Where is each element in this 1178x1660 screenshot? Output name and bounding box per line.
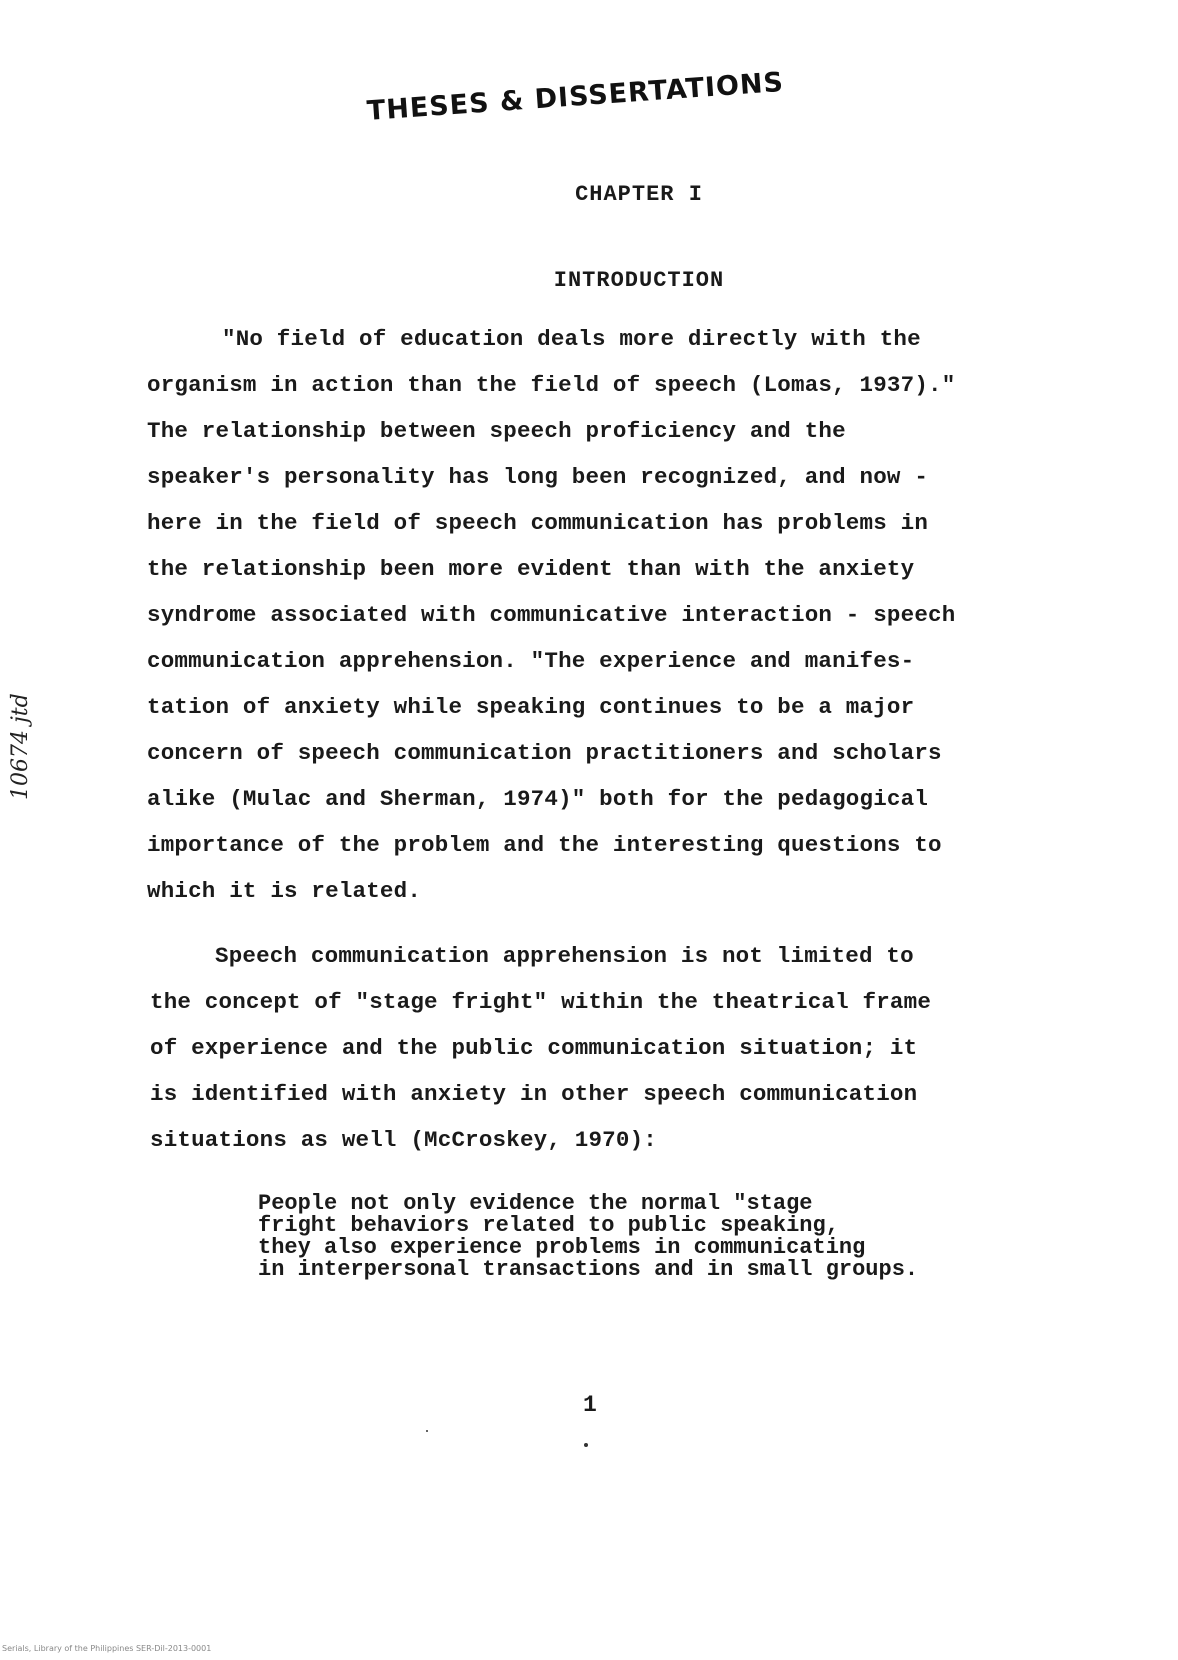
text-line: organism in action than the field of speech (Lomas, 1937)." — [147, 372, 956, 398]
text-line: the concept of "stage fright" within the theatrical frame — [150, 989, 932, 1015]
text-line: The relationship between speech proficiency and the — [147, 418, 846, 444]
text-line: here in the field of speech communication has problems in — [147, 510, 929, 536]
text-line: is identified with anxiety in other speech communication — [150, 1081, 918, 1107]
scan-speck — [426, 1430, 428, 1432]
text-line: communication apprehension. "The experience and manifes- — [147, 648, 915, 674]
text-line: importance of the problem and the interesting questions to — [147, 832, 942, 858]
scan-speck — [584, 1443, 588, 1447]
text-line: speaker's personality has long been recognized, and now - — [147, 464, 929, 490]
page-number: 1 — [583, 1392, 597, 1418]
text-line: alike (Mulac and Sherman, 1974)" both for the pedagogical — [147, 786, 929, 812]
quote-line: People not only evidence the normal "stage — [258, 1191, 813, 1216]
text-line: the relationship been more evident than with the anxiety — [147, 556, 915, 582]
section-heading: INTRODUCTION — [553, 268, 725, 293]
chapter-heading: CHAPTER I — [575, 182, 703, 207]
quote-line: fright behaviors related to public speaking, — [258, 1213, 839, 1238]
quote-line: in interpersonal transactions and in small groups. — [258, 1257, 919, 1282]
text-line: which it is related. — [147, 878, 422, 904]
text-line: situations as well (McCroskey, 1970): — [150, 1127, 657, 1153]
quote-line: they also experience problems in communicating — [258, 1235, 866, 1260]
text-line: Speech communication apprehension is not limited to — [215, 943, 914, 969]
text-line: syndrome associated with communicative interaction - speech — [147, 602, 956, 628]
text-line: "No field of education deals more directly with the — [222, 326, 921, 352]
text-line: tation of anxiety while speaking continues to be a major — [147, 694, 915, 720]
text-line: concern of speech communication practitioners and scholars — [147, 740, 942, 766]
margin-handwritten-note: 10674 jtd — [8, 693, 33, 800]
scan-footer: Serials, Library of the Philippines SER-Dil-2013-0001 — [2, 1644, 212, 1653]
archive-stamp: THESES & DISSERTATIONS — [365, 66, 785, 127]
text-line: of experience and the public communication situation; it — [150, 1035, 918, 1061]
